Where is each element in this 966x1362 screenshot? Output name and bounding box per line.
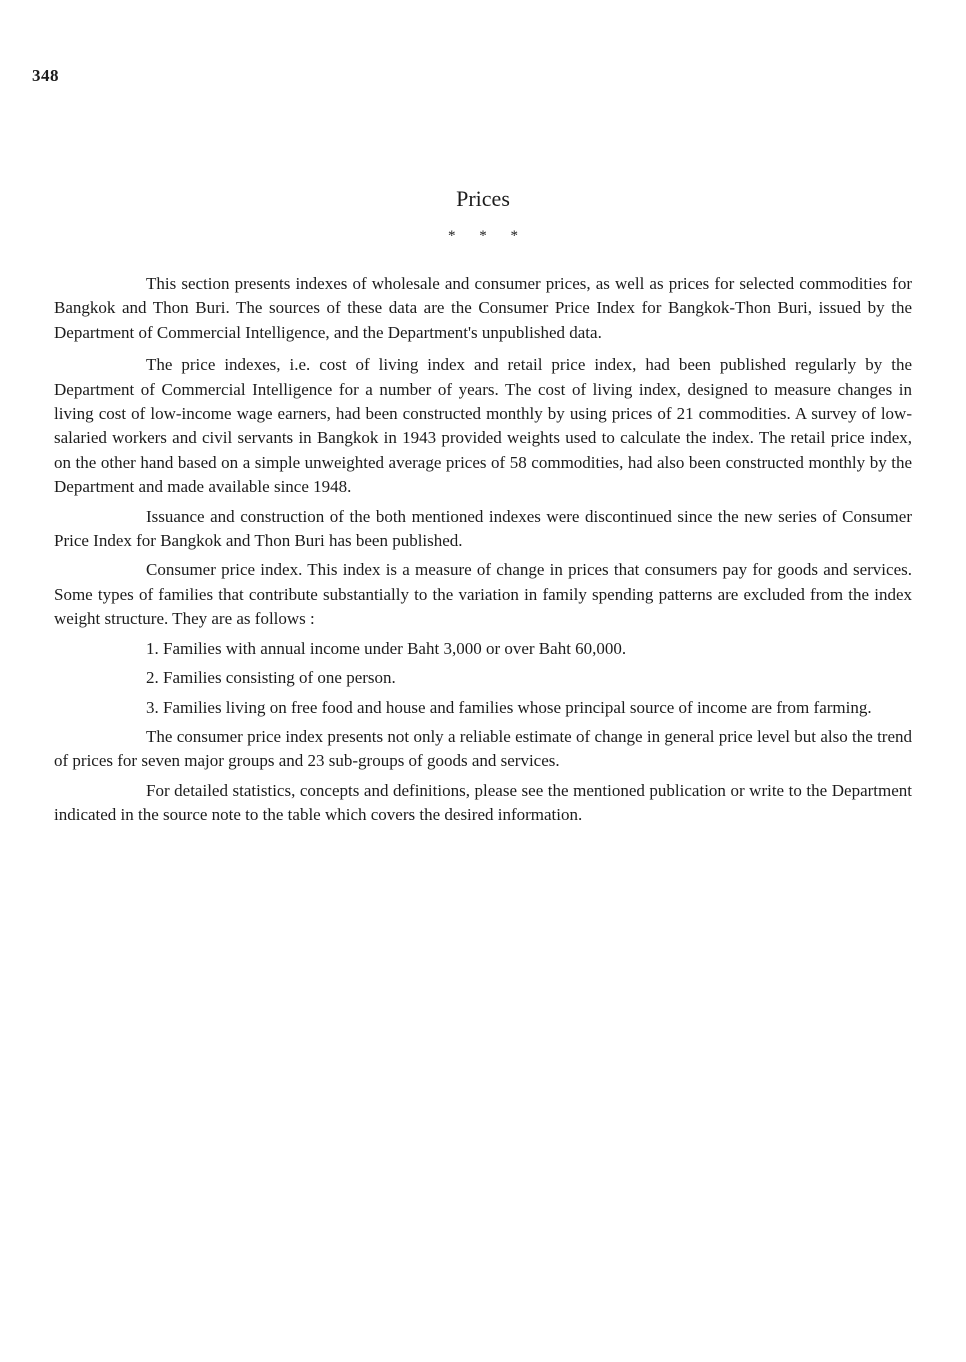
list-item: 2. Families consisting of one person. (146, 668, 396, 688)
intro-paragraph: This section presents indexes of wholesale and consumer prices, as well as prices for selected commodities for Bangkok and Thon Buri. The sources of these data are the Consumer Price Index for Bangkok-Thon Buri, issued by the Department of Commercial Intelligence, and the Department's unpublished data. (54, 274, 912, 342)
discontinued-paragraph: Issuance and construction of the both mentioned indexes were discontinued since the new series of Consumer Price Index for Bangkok and Thon Buri has been published. (54, 506, 912, 551)
list-item: 1. Families with annual income under Baht 3,000 or over Baht 60,000. (146, 638, 627, 658)
page-number: 348 (32, 66, 59, 85)
section-title: Prices (456, 186, 510, 211)
price-indexes-paragraph: The price indexes, i.e. cost of living index and retail price index, had been published regularly by the Department of Commercial Intelligence for a number of years. The cost of living index, designed to measure changes in living cost of low-income wage earners, had been constructed monthly by using prices of 21 commodities. A survey of low-salaried workers and civil servants in Bangkok in 1943 provided weights used to calculate the index. The retail price index, on the other hand based on a simple unweighted average prices of 58 commodities, had also been constructed monthly by the Department and made available since 1948. (54, 355, 912, 497)
section-separator: * * * (448, 228, 528, 244)
consumer-price-index-paragraph: Consumer price index. This index is a measure of change in prices that consumers pay for goods and services. Some types of families that contribute substantially to the variation in family spending patterns are excluded from the index weight structure. They are as follows : (54, 560, 912, 629)
trend-paragraph: The consumer price index presents not only a reliable estimate of change in general price level but also the trend of prices for seven major groups and 23 sub-groups of goods and services. (54, 726, 912, 771)
list-item: 3. Families living on free food and house and families whose principal source of income are from farming. (146, 697, 872, 717)
detailed-statistics-paragraph: For detailed statistics, concepts and definitions, please see the mentioned publication or write to the Department indicated in the source note to the table which covers the desired information. (54, 780, 912, 825)
section-body (54, 272, 912, 828)
